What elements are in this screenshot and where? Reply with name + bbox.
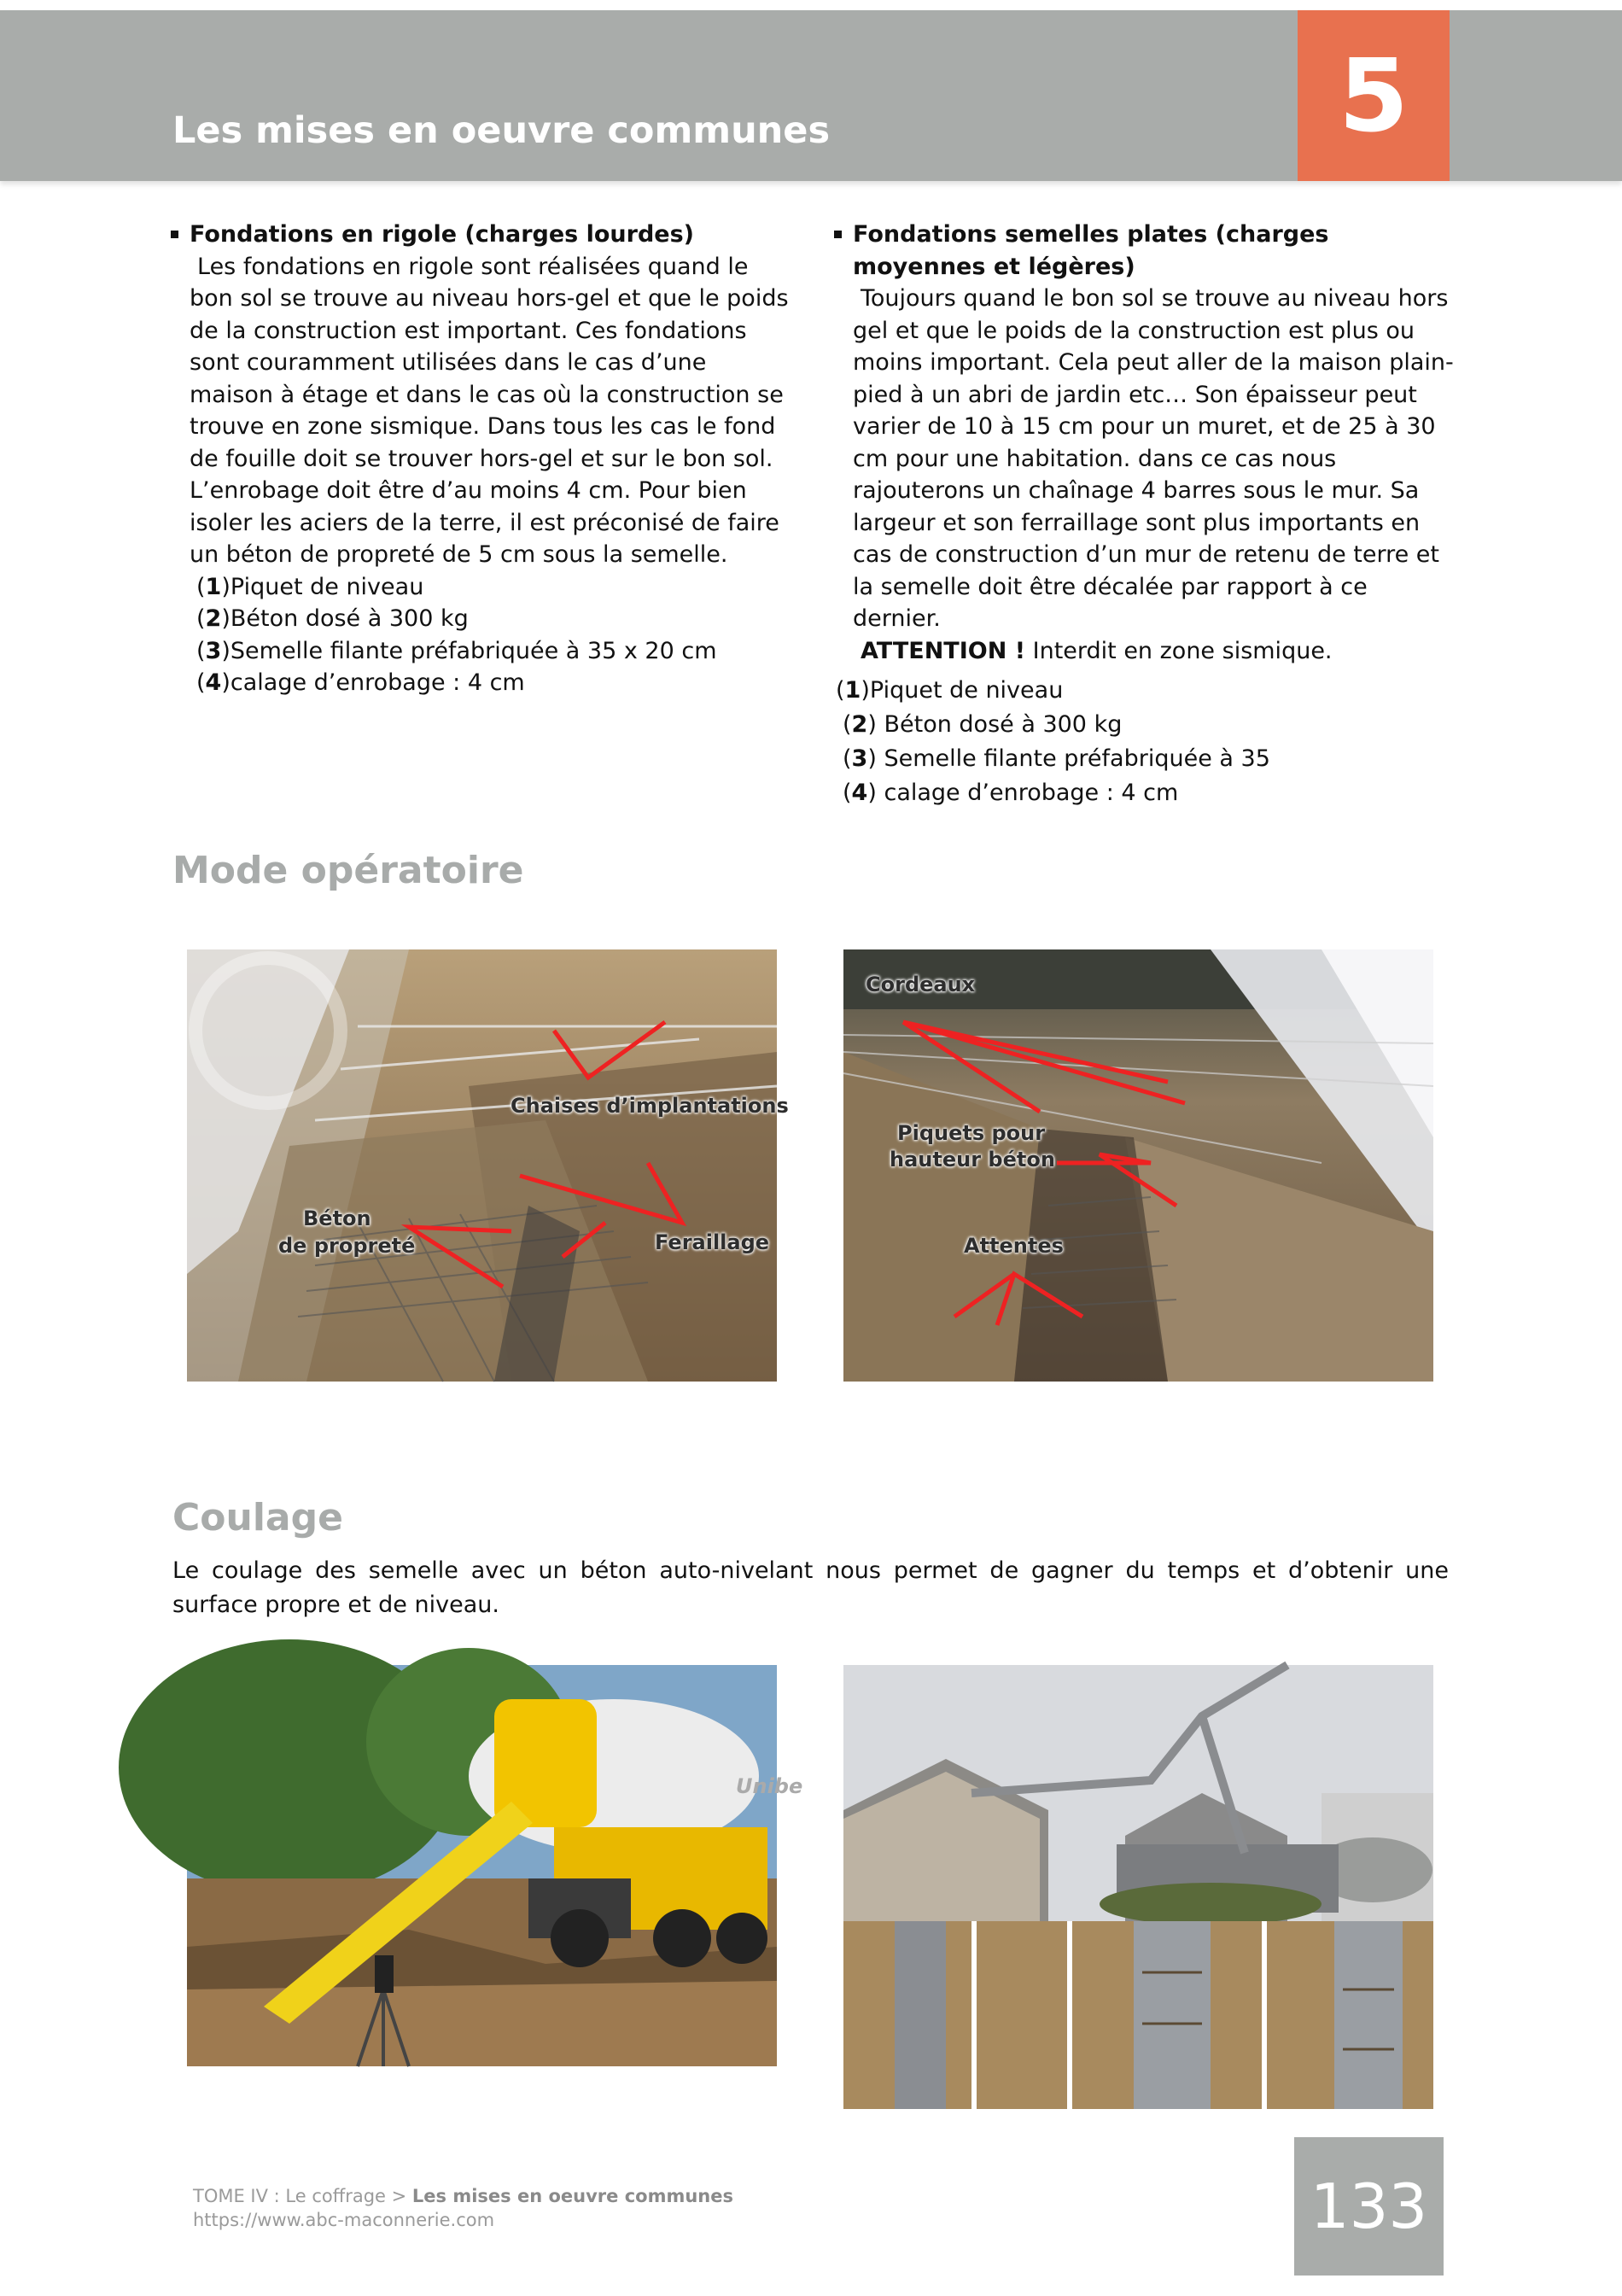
footer-url: https://www.abc-maconnerie.com [193,2210,495,2230]
photo-trench-semelle [843,949,1433,1382]
left-column [171,219,794,699]
label-beton-line1: Béton [303,1206,371,1230]
coulage-text: Le coulage des semelle avec un béton auto-nivelant nous permet de gagner du temps et d’obtenir une surface propre et de niveau. [172,1557,1449,1618]
legend-item: (3)Semelle filante préfabriquée à 35 x 20 cm [196,637,717,664]
label-cordeaux: Cordeaux [866,973,976,996]
coulage-heading: Coulage [172,1496,343,1539]
photo-pump-collage [843,1665,1433,2109]
left-legend [171,571,794,699]
photo-mixer-truck [187,1665,803,2066]
bullet-square-icon [834,231,842,238]
truck-brand-label: Unibe [736,1774,803,1798]
label-beton-line2: de propreté [278,1234,416,1258]
page-number: 133 [1294,2137,1444,2276]
legend-item: (2)Béton dosé à 300 kg [196,605,469,632]
legend-item: (1)Piquet de niveau [196,573,424,600]
bullet-square-icon [171,231,178,238]
chapter-number-badge: 5 [1298,10,1450,181]
left-body: Les fondations en rigole sont réalisées quand le bon sol se trouve au niveau hors-gel et que le poids de la construction est important. Ces fondations sont couramment utilisées dans le cas d’une maison à étage et dans le cas où la construction se trouve en zone sismique. Dans tous les cas le fond de fouille doit se trouver hors-gel et sur le bon sol. L’enrobage doit être d’au moins 4 cm. Pour bien isoler les aciers de la terre, il est préconisé de faire un béton de propreté de 5 cm sous la semelle. [190,253,789,568]
mode-operatoire-heading: Mode opératoire [172,849,524,892]
label-piquets-line1: Piquets pour [897,1121,1046,1145]
page-title: Les mises en oeuvre communes [172,109,831,152]
label-ferraillage: Feraillage [655,1230,770,1254]
mixer-truck-drawing [187,1665,777,2066]
trench-photo-drawing [187,949,777,1382]
attention-note: ATTENTION ! Interdit en zone sismique. [861,637,1333,664]
right-column [834,219,1457,810]
left-bullet-title: Fondations en rigole (charges lourdes) [171,219,794,251]
right-bullet-title: Fondations semelles plates (charges moyennes et légères) [834,219,1457,283]
photo-trench-rigole [187,949,789,1382]
legend-item: (4)calage d’enrobage : 4 cm [196,669,525,696]
legend-item: (3) Semelle filante préfabriquée à 35 [843,745,1270,772]
label-piquets-line2: hauteur béton [890,1148,1055,1171]
legend-item: (1)Piquet de niveau [836,677,1064,704]
footer-breadcrumb: TOME IV : Le coffrage > Les mises en oeuvre communes https://www.abc-maconnerie.com [193,2186,733,2230]
pump-collage-drawing [843,1665,1433,2109]
legend-item: (2) Béton dosé à 300 kg [843,711,1123,738]
label-attentes: Attentes [964,1234,1064,1258]
legend-item: (4) calage d’enrobage : 4 cm [843,780,1179,806]
right-legend [834,674,1457,810]
label-chaises: Chaises d’implantations [511,1094,789,1118]
right-body: Toujours quand le bon sol se trouve au niveau hors gel et que le poids de la construction est plus ou moins important. Cela peut aller de la maison plain-pied à un abri de jardin etc… Son épaisseur peut varier de 10 à 15 cm pour un muret, et de 25 à 30 cm pour une habitation. dans ce cas nous rajouterons un chaînage 4 barres sous le mur. Sa largeur et son ferraillage sont plus importants en cas de construction d’un mur de retenu de terre et la semelle doit être décalée par rapport à ce dernier. [853,285,1454,632]
